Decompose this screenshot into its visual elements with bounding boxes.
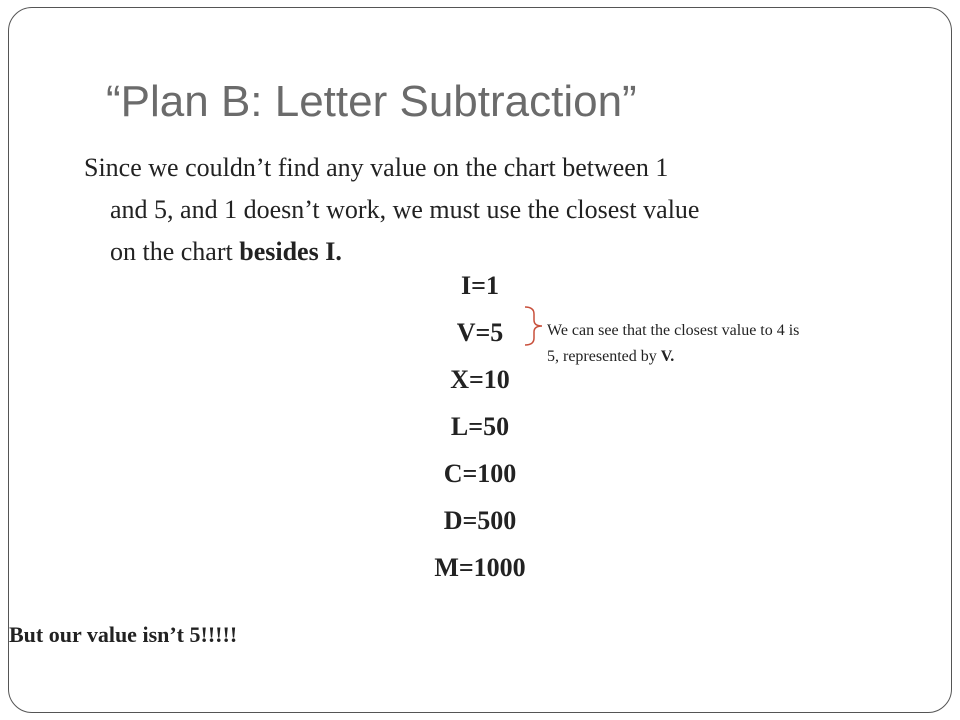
chart-row-d: D=500	[443, 506, 517, 535]
chart-row-x: X=10	[450, 365, 510, 394]
body-line-2: and 5, and 1 doesn’t work, we must use the closest value	[110, 195, 700, 224]
annotation-line-2	[547, 344, 907, 370]
body-line-3-emphasis: besides I.	[239, 237, 342, 266]
chart-row-m: M=1000	[434, 553, 526, 582]
body-line-3-text: on the chart	[110, 237, 240, 266]
chart-row-v: V=5	[456, 318, 504, 347]
chart-row-c: C=100	[443, 459, 517, 488]
annotation-note	[547, 318, 907, 370]
slide-title: “Plan B: Letter Subtraction”	[106, 77, 637, 126]
right-brace-icon	[523, 305, 545, 347]
footer-statement: But our value isn’t 5!!!!!	[9, 622, 238, 647]
chart-row-i: I=1	[461, 271, 499, 300]
chart-row-l: L=50	[450, 412, 510, 441]
roman-numeral-chart	[380, 262, 580, 591]
annotation-line-1: We can see that the closest value to 4 is	[547, 322, 800, 339]
annotation-line-2-text: 5, represented by	[547, 348, 661, 365]
body-line-1: Since we couldn’t find any value on the chart between 1	[84, 153, 669, 182]
body-paragraph	[84, 147, 884, 273]
annotation-line-2-emphasis: V.	[660, 348, 675, 365]
